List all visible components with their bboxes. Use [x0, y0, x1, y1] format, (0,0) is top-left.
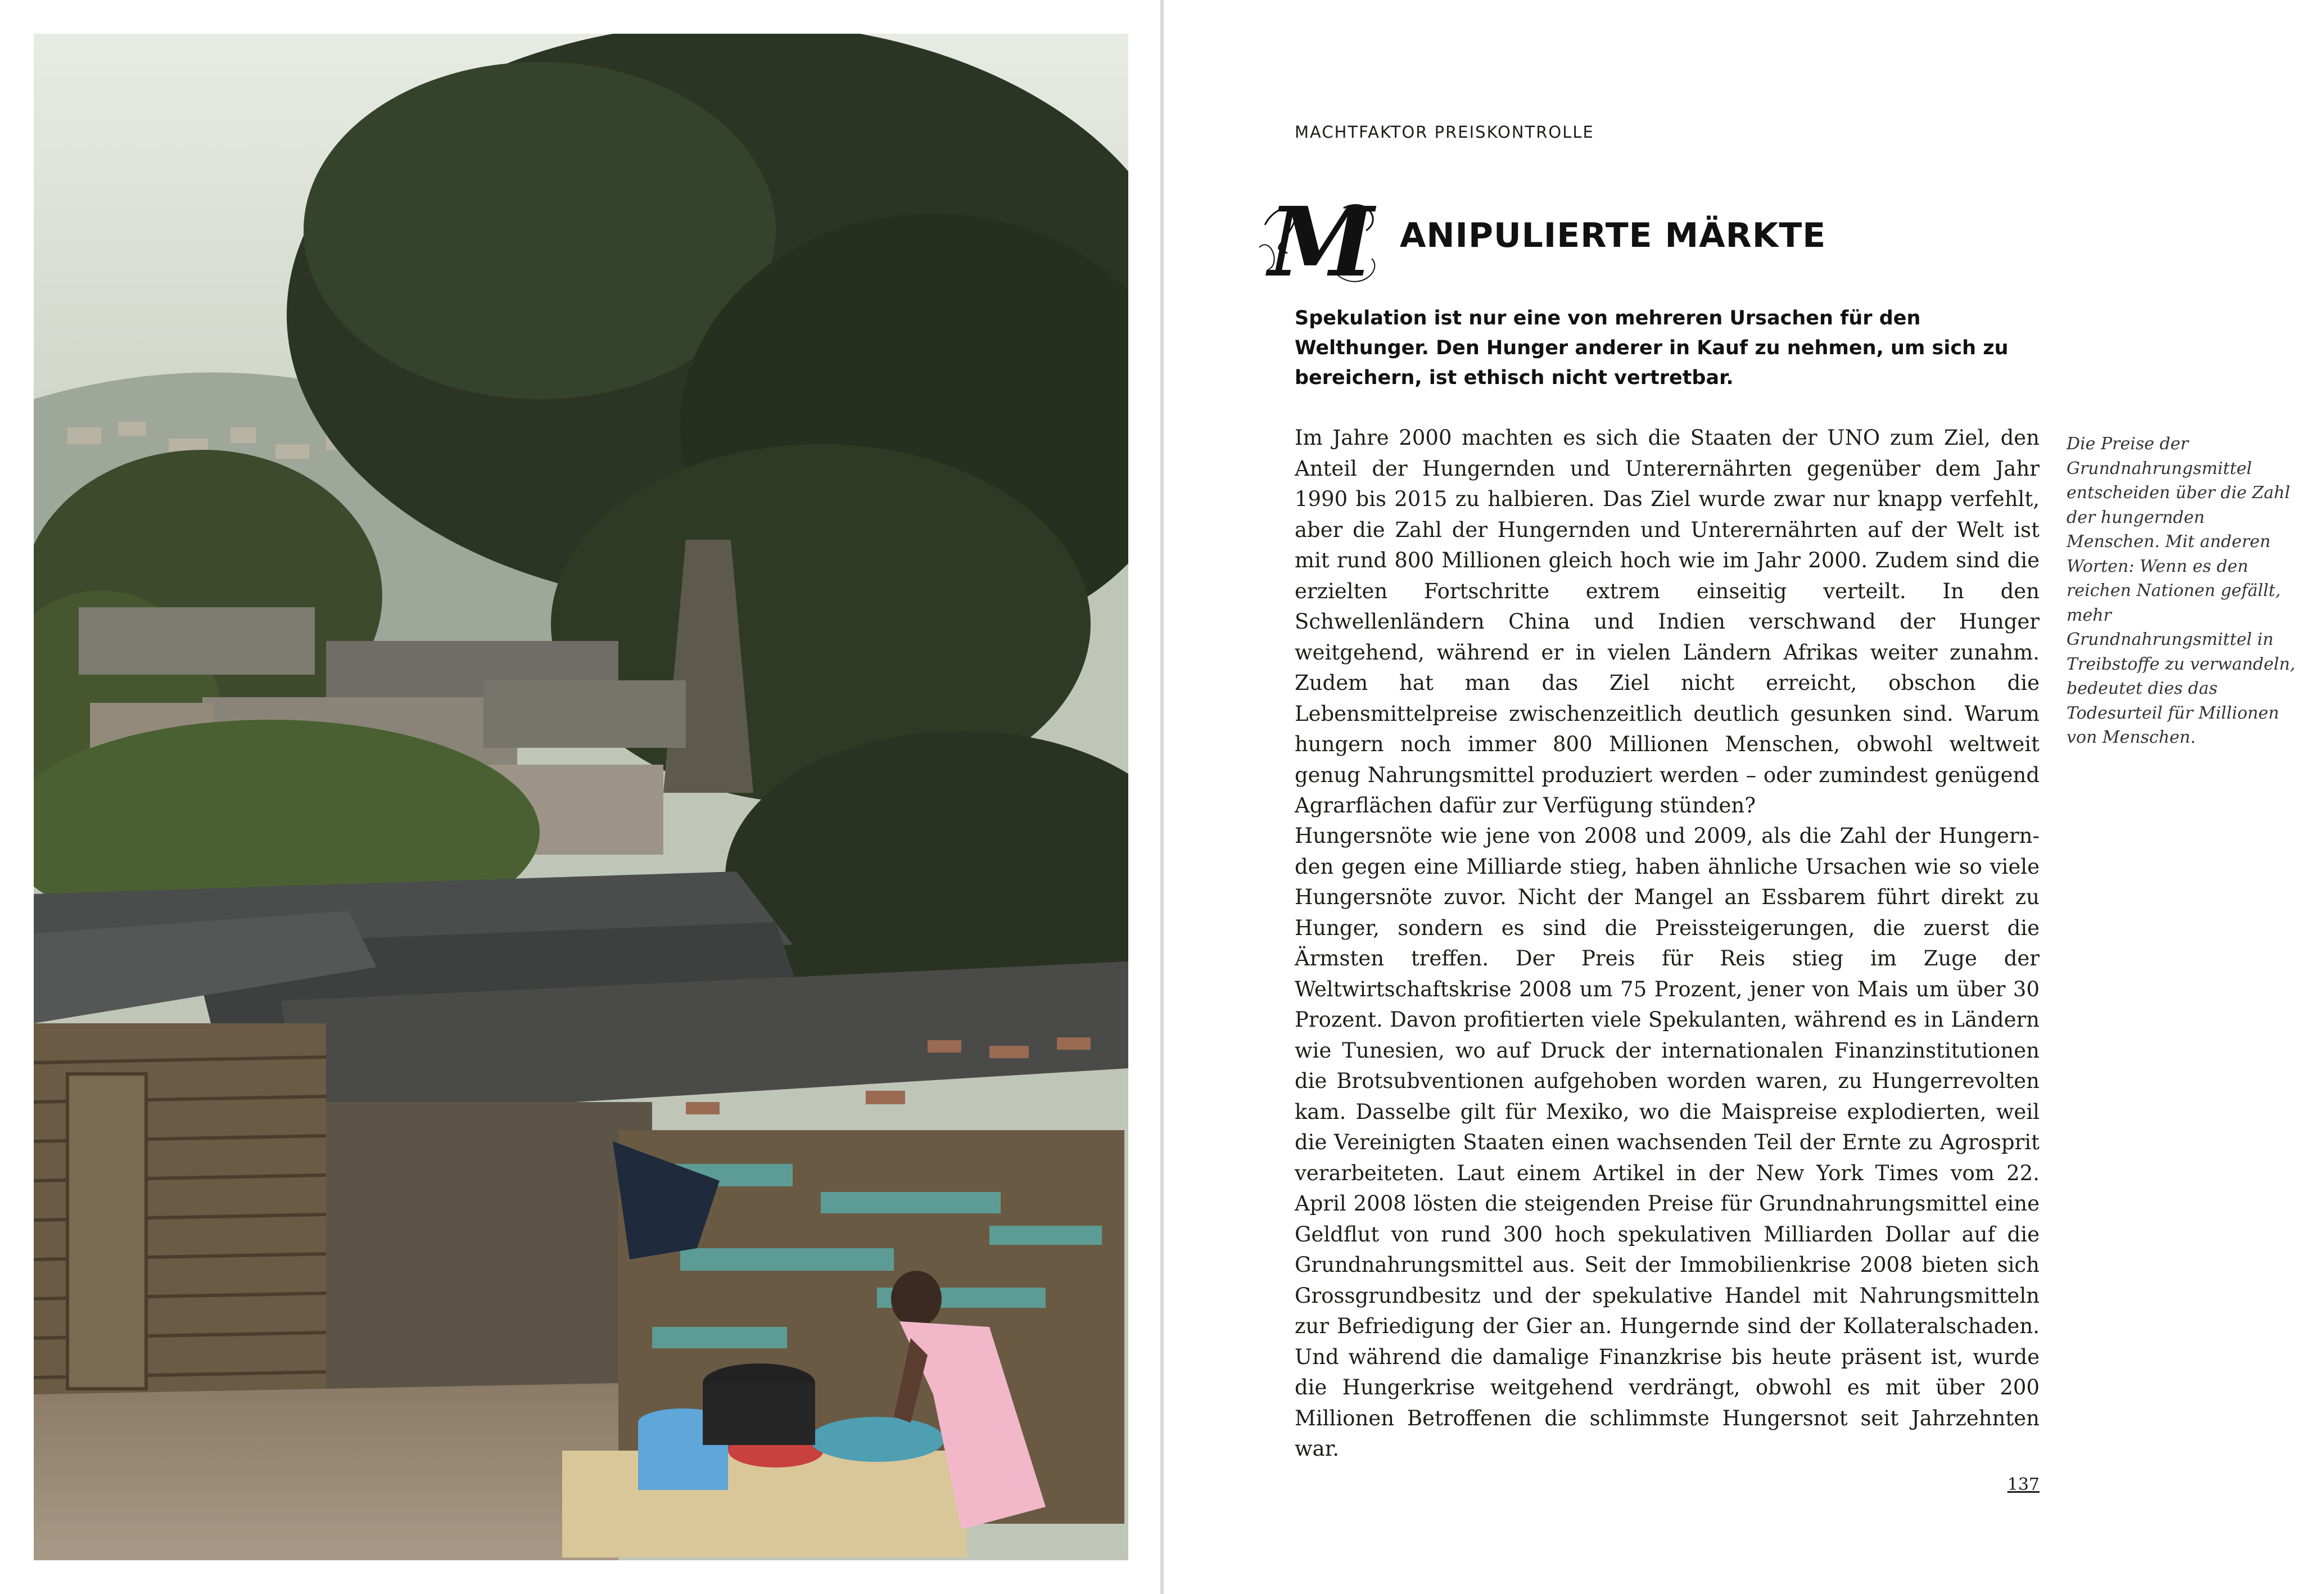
running-head: MACHTFAKTOR PREISKONTROLLE [1295, 123, 1594, 142]
left-page [0, 0, 1160, 1594]
lead-paragraph: Spekulation ist nur eine von mehreren Ursachen für den Welthunger. Den Hunger anderer in Kauf zu nehmen, um sich zu bereichern, ist ethisch nicht vertretbar. [1295, 307, 2009, 389]
page-number: 137 [2007, 1475, 2040, 1494]
slum-photo [34, 34, 1128, 1560]
ornamental-dropcap [1254, 186, 1389, 298]
right-page [1164, 0, 2324, 1594]
photo-icon [34, 34, 1128, 1560]
title-text: ANIPULIERTE MÄRKTE [1400, 216, 1826, 255]
chapter-title [1254, 186, 1928, 298]
dropcap-letter: M [1268, 186, 1374, 298]
body-paragraph-2: Hungersnöte wie jene von 2008 und 2009, als die Zahl der Hungernden gegen eine Milliarde stieg, haben ähnliche Ursachen wie so viele Hungersnöte zuvor. Nicht der Mangel an Essbarem führt direkt zu Hunger, sondern es sind die Preissteigerungen, die zuerst die Ärmsten treffen. Der Preis für Reis stieg im Zuge der Weltwirtschaftskrise 2008 um 75 Prozent, jener von Mais um über 30 Prozent. Davon profitierten viele Spekulanten, während es in Ländern wie Tunesien, wo auf Druck der internationalen Finanzinstitutionen die Brotsubventionen aufgehoben worden waren, zu Hungerrevolten kam. Dasselbe gilt für Mexiko, wo die Maispreise explodierten, weil die Vereinigten Staaten einen wachsenden Teil der Ernte zu Agrosprit verarbeiteten. Laut einem Artikel in der New York Times vom 22. April 2008 lösten die steigenden Preise für Grundnahrungsmittel eine Geldflut von rund 300 hoch spekulativen Milliarden Dollar auf die Grundnahrungsmittel aus. Seit der Immobilienkrise 2008 bieten sich Grossgrundbesitz und der spekulative Handel mit Nahrungsmitteln zur Befriedigung der Gier an. Hungernde sind der Kollateralschaden. Und während die damalige Finanzkrise bis heute präsent ist, wurde die Hungerkrise weitgehend verdrängt, obwohl es mit über 200 Millionen Betroffenen die schlimmste Hungersnot seit Jahrzehnten war. [1295, 824, 2040, 1461]
flourish-icon [1254, 186, 1389, 298]
margin-note: Die Preise der Grundnahrungsmittel entscheiden über die Zahl der hungernden Menschen. Mit anderen Worten: Wenn es den reichen Nationen gefällt, mehr Grundnahrungsmittel in Treibstoffe zu verwandeln, bedeutet dies das Todesurteil für Millionen von Menschen. [2067, 434, 2295, 747]
body-paragraph-1: Im Jahre 2000 machten es sich die Staaten der UNO zum Ziel, den Anteil der Hungernden und Unterernährten gegenüber dem Jahr 1990 bis 2015 zu halbieren. Das Ziel wurde zwar nur knapp verfehlt, aber die Zahl der Hungernden und Unterernährten auf der Welt ist mit rund 800 Millionen gleich hoch wie im Jahr 2000. Zudem sind die erzielten Fortschritte extrem einseitig verteilt. In den Schwellenländern China und Indien verschwand der Hunger weitgehend, während er in vielen Ländern Afrikas weiter zunahm. Zudem hat man das Ziel nicht erreicht, obschon die Lebensmittelpreise zwischenzeitlich deutlich gesunken sind. Warum hungern noch immer 800 Millionen Menschen, obwohl weltweit genug Nahrungsmittel produziert werden – oder zumindest genügend Agrarflächen dafür zur Verfügung stünden? [1295, 426, 2040, 818]
